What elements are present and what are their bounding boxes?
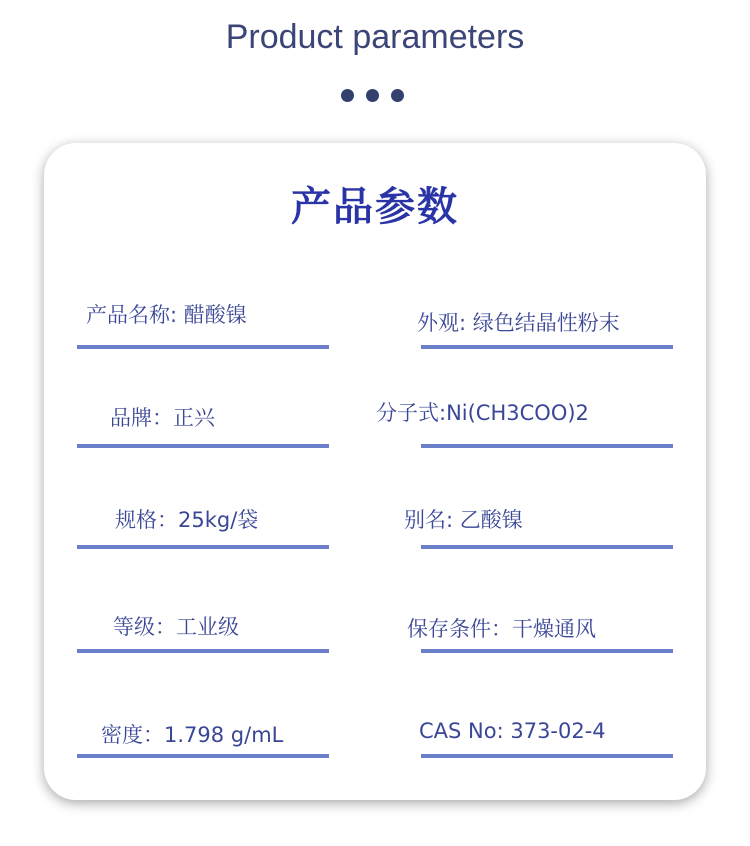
- param-cas: CAS No: 373-02-4: [419, 719, 606, 743]
- param-product-name: 产品名称: 醋酸镍: [86, 303, 247, 327]
- underline: [77, 545, 329, 549]
- parameters-card: [44, 143, 706, 800]
- underline: [421, 444, 673, 448]
- underline: [77, 754, 329, 758]
- param-formula: 分子式:Ni(CH3COO)2: [376, 401, 589, 425]
- section-header: Product parameters: [225, 18, 525, 56]
- dot: [341, 89, 354, 102]
- underline: [421, 754, 673, 758]
- param-appearance: 外观: 绿色结晶性粉末: [417, 311, 620, 335]
- dots-divider: [341, 89, 404, 102]
- underline: [77, 649, 329, 653]
- param-brand: 品牌：正兴: [110, 406, 215, 430]
- underline: [421, 345, 673, 349]
- underline: [77, 444, 329, 448]
- param-density: 密度：1.798 g/mL: [101, 723, 284, 747]
- underline: [77, 345, 329, 349]
- param-alias: 别名: 乙酸镍: [404, 508, 523, 532]
- param-storage: 保存条件：干燥通风: [407, 617, 596, 641]
- dot: [391, 89, 404, 102]
- underline: [421, 545, 673, 549]
- param-spec: 规格：25kg/袋: [115, 508, 259, 532]
- param-grade: 等级：工业级: [113, 615, 239, 639]
- underline: [421, 649, 673, 653]
- card-title: 产品参数: [291, 184, 459, 230]
- dot: [366, 89, 379, 102]
